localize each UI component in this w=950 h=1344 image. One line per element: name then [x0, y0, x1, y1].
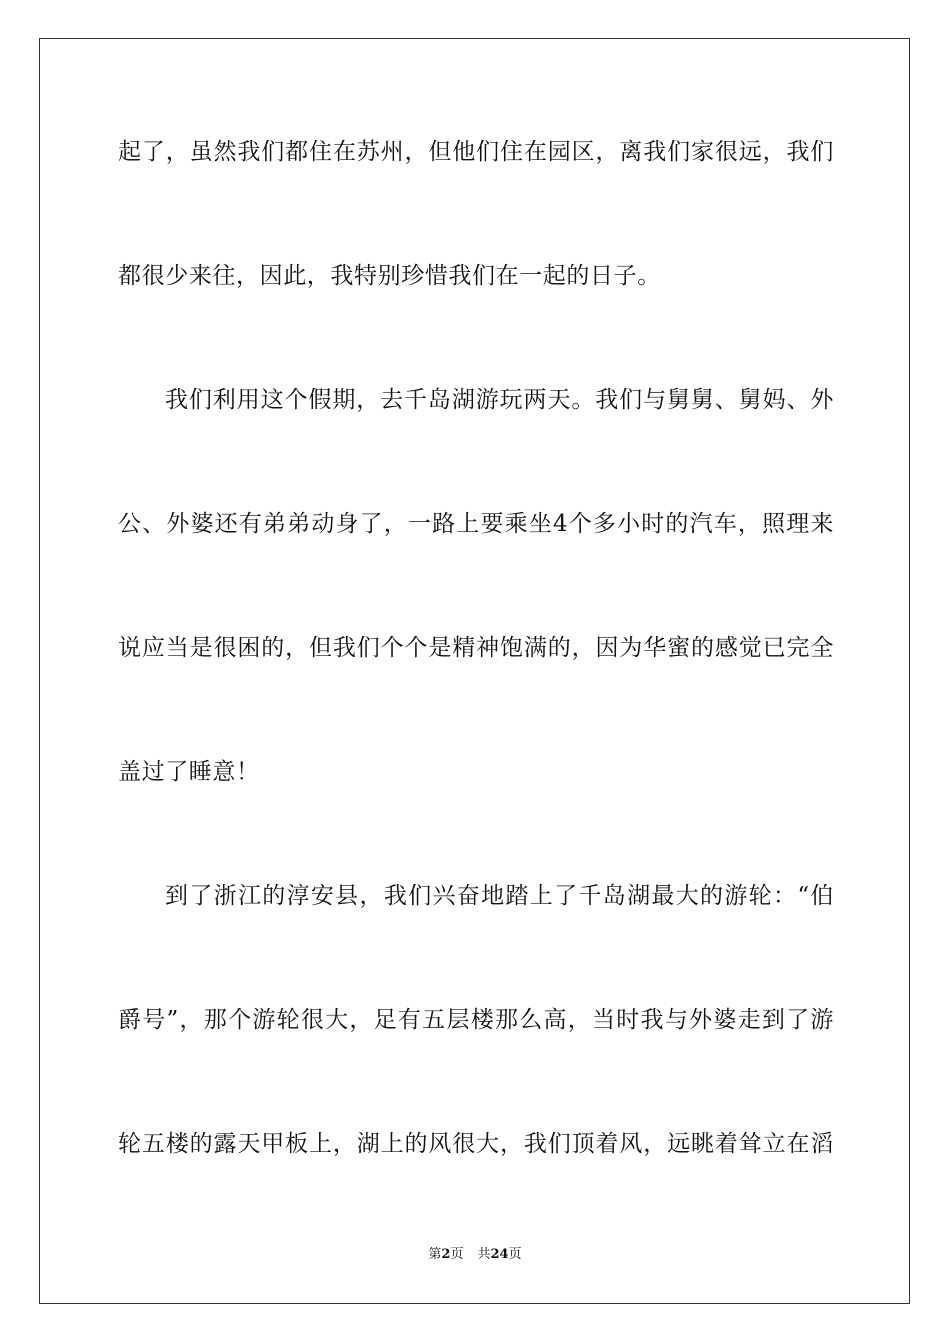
footer-total-suffix: 页: [508, 1247, 522, 1262]
text-line-5: 说应当是很困的，但我们个个是精神饱满的，因为华蜜的感觉已完全: [118, 635, 834, 661]
footer-page-suffix: 页: [450, 1247, 464, 1262]
text-line-8: 爵号”，那个游轮很大，足有五层楼那么高，当时我与外婆走到了游: [118, 1007, 834, 1033]
text-line-3: 我们利用这个假期，去千岛湖游玩两天。我们与舅舅、舅妈、外: [165, 387, 834, 413]
text-line-6: 盖过了睡意！: [118, 759, 260, 785]
footer-total-prefix: 共: [477, 1247, 491, 1262]
text-line-4: 公、外婆还有弟弟动身了，一路上要乘坐4个多小时的汽车，照理来: [118, 511, 834, 537]
text-line-2: 都很少来往，因此，我特别珍惜我们在一起的日子。: [118, 263, 661, 289]
text-line-7: 到了浙江的淳安县，我们兴奋地踏上了千岛湖最大的游轮：“伯: [165, 883, 834, 909]
footer-page-prefix: 第: [428, 1247, 442, 1262]
footer-page-number: 2: [441, 1247, 451, 1262]
text-line-9: 轮五楼的露天甲板上，湖上的风很大，我们顶着风，远眺着耸立在滔: [118, 1131, 834, 1157]
page-footer: [0, 1246, 950, 1264]
footer-total-pages: 24: [490, 1247, 509, 1262]
page-border: [39, 38, 910, 1304]
text-line-1: 起了，虽然我们都住在苏州，但他们住在园区，离我们家很远，我们: [118, 139, 834, 165]
